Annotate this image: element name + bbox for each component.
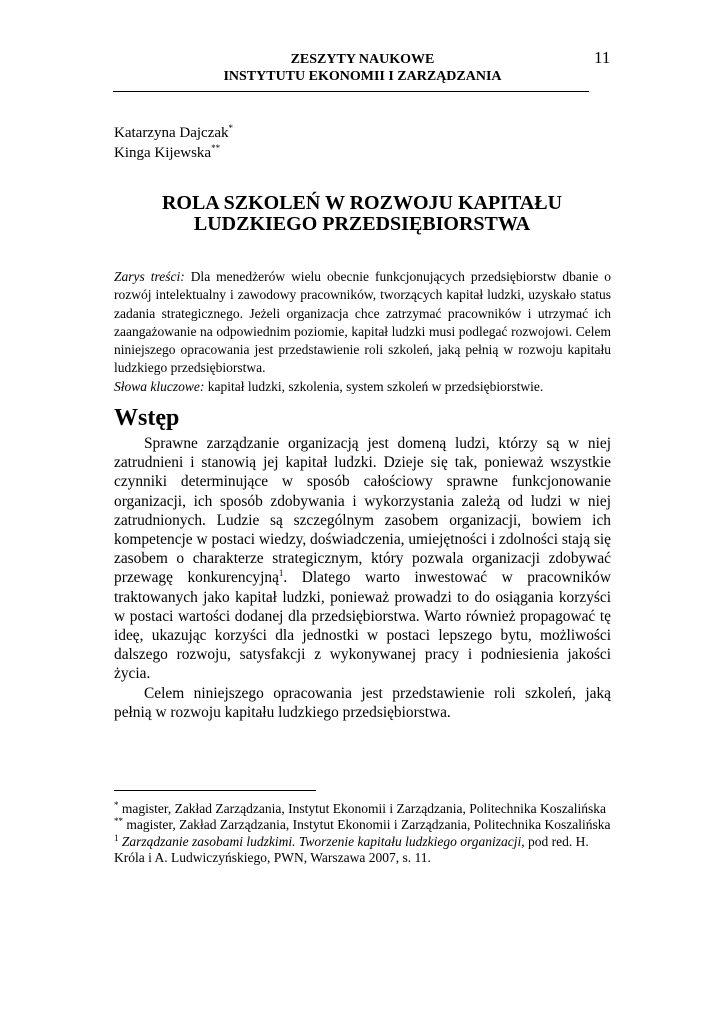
- abstract-label: Zarys treści:: [114, 269, 185, 284]
- section-heading: Wstęp: [114, 405, 180, 431]
- article-title: [114, 193, 610, 235]
- footnote-3: [114, 834, 611, 867]
- abstract-text: Dla menedżerów wielu obecnie funkcjonujących przedsiębiorstw dbanie o rozwój intelektualny i zawodowy pracowników, tworzących kapitał ludzki, uzyskało status zadania strategicznego. Jeżeli organizacja chce zatrzymać pracowników i utrzymać ich zaangażowanie na odpowiednim poziomie, kapitał ludzki musi podlegać rozwojowi. Celem niniejszego opracowania jest przedstawienie roli szkoleń, jaką pełnią w rozwoju kapitału ludzkiego przedsiębiorstwa.: [114, 269, 612, 376]
- keywords-text: kapitał ludzki, szkolenia, system szkoleń w przedsiębiorstwie.: [207, 378, 544, 394]
- author-2: [114, 143, 233, 163]
- footnotes: [114, 801, 611, 866]
- author-list: [114, 123, 233, 163]
- page-number: 11: [594, 48, 611, 67]
- footnote-1: [114, 801, 611, 817]
- footnote-text: magister, Zakład Zarządzania, Instytut Ekonomii i Zarządzania, Politechnika Koszalińska: [123, 817, 611, 833]
- footnote-reference: 1: [278, 568, 284, 579]
- footnote-2: [114, 817, 611, 833]
- abstract-paragraph: [114, 268, 611, 378]
- header-divider: [113, 91, 589, 92]
- journal-header: [115, 51, 610, 85]
- keywords: [114, 378, 611, 396]
- author-name: Katarzyna Dajczak: [114, 125, 229, 141]
- body-paragraph-1: [114, 434, 611, 684]
- footnote-text: magister, Zakład Zarządzania, Instytut Ekonomii i Zarządzania, Politechnika Koszalińska: [118, 801, 607, 816]
- author-1: [114, 123, 233, 143]
- author-name: Kinga Kijewska: [114, 145, 212, 161]
- footnote-mark: **: [114, 816, 123, 827]
- footnote-text: pod red. H. Króla i A. Ludwiczyńskiego, PWN, Warszawa 2007, s. 11.: [114, 833, 589, 865]
- abstract: [114, 268, 611, 396]
- section-body: [114, 434, 611, 722]
- footnote-mark: *: [114, 800, 119, 810]
- body-paragraph-2: Celem niniejszego opracowania jest przedstawienie roli szkoleń, jaką pełnią w rozwoju kapitału ludzkiego przedsiębiorstwa.: [114, 684, 611, 721]
- author-footnote-mark: *: [228, 123, 234, 133]
- article-title-line2: LUDZKIEGO PRZEDSIĘBIORSTWA: [193, 213, 531, 235]
- body-text-segment: Sprawne zarządzanie organizacją jest domeną ludzi, którzy są w niej zatrudnieni i stanowią jej kapitał ludzki. Dzieje się tak, ponieważ wszystkie czynniki determinujące w sposób całościowy sprawne funkcjonowanie organizacji, ich sposób zdobywania i wykorzystania zależą od ludzi w niej zatrudnionych. Ludzie są szczególnym zasobem organizacji, bowiem ich kompetencje w postaci wiedzy, doświadczenia, umiejętności i zdolności stają się zasobem o charakterze strategicznym, który pozwala organizacji zdobywać przewagę konkurencyjną: [114, 435, 611, 587]
- footnote-divider: [114, 790, 316, 791]
- article-title-line1: ROLA SZKOLEŃ W ROZWOJU KAPITAŁU: [161, 192, 563, 214]
- body-text-segment: . Dlatego warto inwestować w pracowników traktowanych jako kapitał ludzki, ponieważ prowadzi to do osiągania korzyści w postaci wartości dodanej dla przedsiębiorstwa. Warto również propagować tę ideę, ukazując korzyści dla jednostki w postaci lepszego bytu, możliwości dalszego rozwoju, satysfakcji z wykonywanej pracy i podniesienia jakości życia.: [114, 569, 611, 683]
- journal-name-line2: INSTYTUTU EKONOMII I ZARZĄDZANIA: [223, 69, 502, 84]
- author-footnote-mark: **: [211, 143, 221, 153]
- journal-name-line1: ZESZYTY NAUKOWE: [290, 52, 435, 67]
- footnote-mark: 1: [114, 832, 119, 843]
- keywords-label: Słowa kluczowe:: [114, 378, 205, 394]
- footnote-citation-title: Zarządzanie zasobami ludzkimi. Tworzenie kapitału ludzkiego organizacji,: [118, 833, 525, 849]
